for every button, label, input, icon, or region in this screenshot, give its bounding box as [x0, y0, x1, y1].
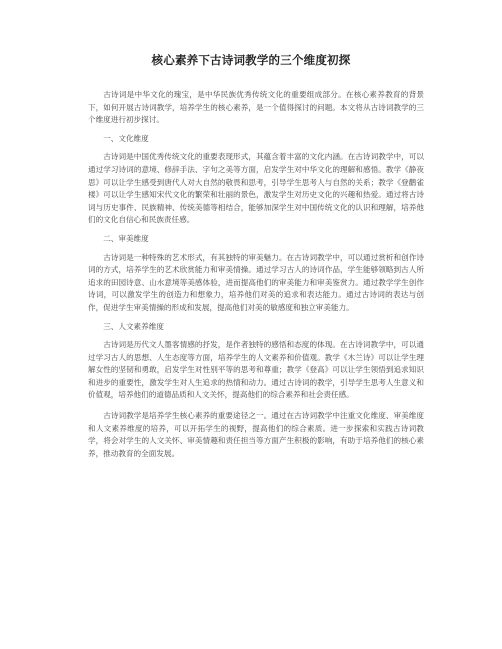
document-title: 核心素养下古诗词教学的三个维度初探 [151, 53, 351, 67]
section-heading-aesthetic: 二、审美维度 [103, 233, 149, 243]
document-body [88, 89, 424, 460]
section-body-culture: 古诗词是中国优秀传统文化的重要表现形式，其蕴含着丰富的文化内涵。在古诗词教学中，可以通过学习诗词的意境、修辞手法、字句之美等方面，启发学生对中华文化的理解和感悟。教学《静夜思》可以让学生感受到唐代人对大自然的敬畏和思考，引导学生思考人与自然的关系；教学《登鹳雀楼》可以让学生感知宋代文化的繁荣和壮丽的景色，激发学生对历史文化的兴趣和热爱。通过将古诗词与历史事件、民族精神、传统美德等相结合，能够加深学生对中国传统文化的认识和理解，培养他们的文化自信心和民族责任感。 [88, 152, 424, 225]
section-body-aesthetic: 古诗词是一种特殊的艺术形式，有其独特的审美魅力。在古诗词教学中，可以通过赏析和创作诗词的方式，培养学生的艺术欣赏能力和审美情操。通过学习古人的诗词作品，学生能够领略到古人所追求的田园诗意、山水意境等美感体验，进而提高他们的审美能力和审美鉴赏力。通过教学学生创作诗词，可以激发学生的创造力和想象力，培养他们对美的追求和表达能力。通过古诗词的表达与创作，促进学生审美情操的形成和发展，提高他们对美的敏感度和独立审美能力。 [88, 252, 424, 312]
section-heading-culture: 一、文化维度 [103, 133, 149, 143]
intro-paragraph: 古诗词是中华文化的瑰宝，是中华民族优秀传统文化的重要组成部分。在核心素养教育的背景下，如何开展古诗词教学，培养学生的核心素养，是一个值得探讨的问题。本文将从古诗词教学的三个维度进行初步探讨。 [88, 90, 424, 125]
conclusion-paragraph: 古诗词教学是培养学生核心素养的重要途径之一。通过在古诗词教学中注重文化维度、审美维度和人文素养维度的培养，可以开拓学生的视野，提高他们的综合素质。进一步探索和实践古诗词教学，将会对学生的人文关怀、审美情趣和责任担当等方面产生积极的影响，有助于培养他们的核心素养，推动教育的全面发展。 [88, 411, 424, 458]
section-heading-humanities: 三、人文素养维度 [103, 321, 164, 331]
section-body-humanities: 古诗词是历代文人墨客情感的抒发，是作者独特的感悟和态度的体现。在古诗词教学中，可以通过学习古人的思想、人生态度等方面，培养学生的人文素养和价值观。教学《木兰诗》可以让学生理解女性的坚韧和勇敢，启发学生对性别平等的思考和尊重；教学《登高》可以让学生领悟到追求知识和进步的重要性，激发学生对人生追求的热情和动力。通过古诗词的教学，引导学生思考人生意义和价值观，培养他们的道德品质和人文关怀，提高他们的综合素养和社会责任感。 [88, 340, 424, 400]
